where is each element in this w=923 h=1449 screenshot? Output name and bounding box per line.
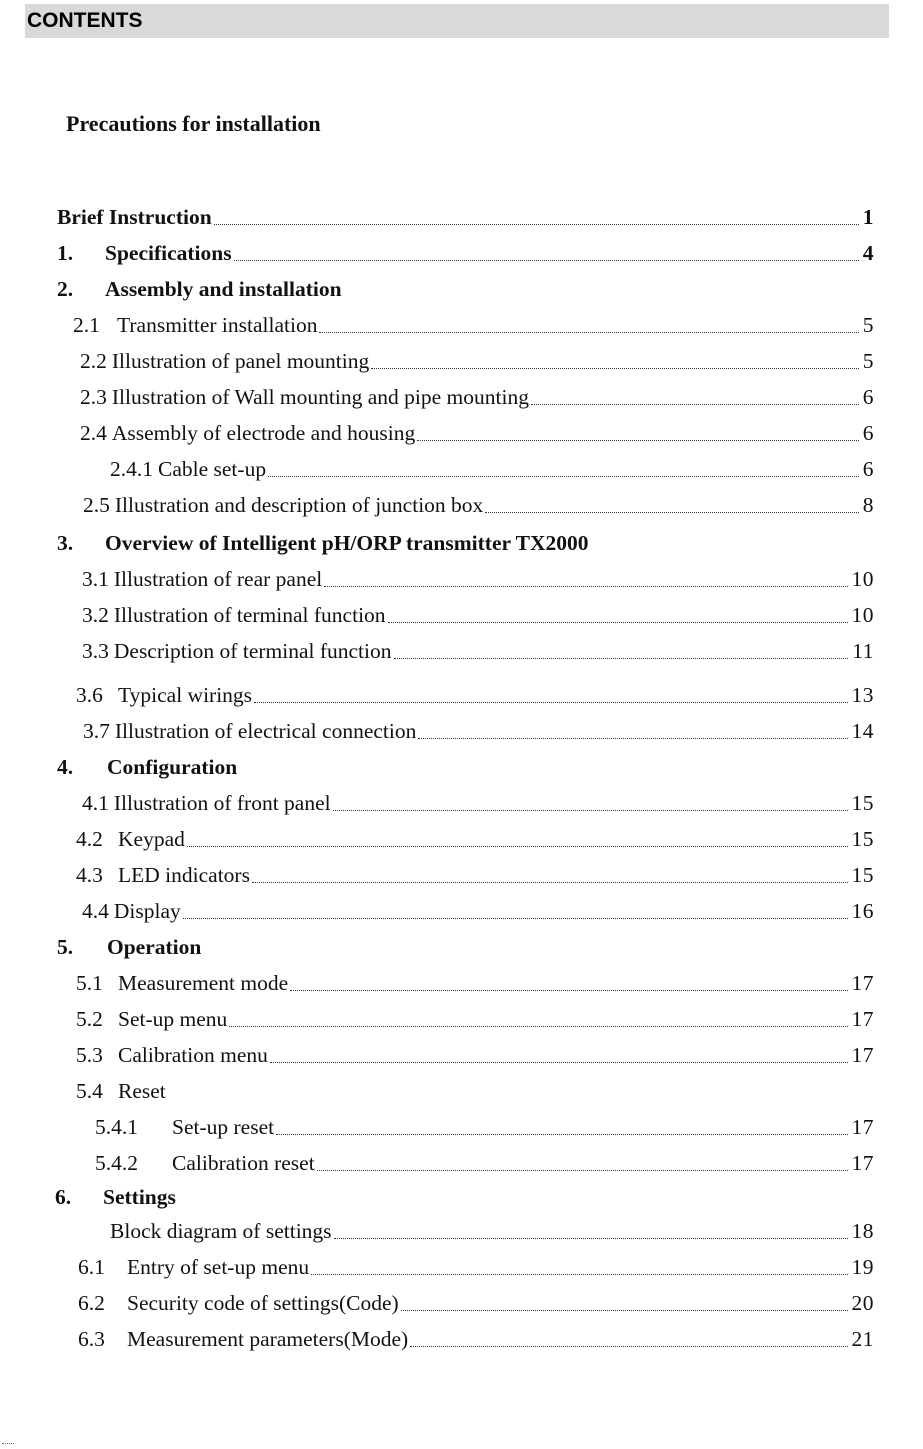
toc-entry-number: 2.4.1 [110,457,153,481]
toc-entry-page: 20 [851,1291,874,1315]
toc-entry [55,1180,874,1210]
dot-leader [410,1346,847,1347]
toc-entry-page: 21 [851,1327,874,1351]
toc-entry-page: 19 [851,1255,874,1279]
toc-entry-number: 5.4 [76,1079,103,1103]
toc-entry-label: Security code of settings(Code) [127,1291,399,1315]
dot-leader [234,260,859,261]
toc-entry-page: 6 [862,457,874,481]
toc-entry [78,1250,874,1280]
dot-leader [319,332,858,333]
dot-leader [371,368,859,369]
toc-entry-label: Illustration of Wall mounting and pipe mounting [111,385,529,409]
toc-entry [82,894,874,924]
toc-entry-label: Operation [107,935,202,959]
toc-entry [82,598,874,628]
dot-leader [333,810,848,811]
toc-entry-page: 17 [851,1043,874,1067]
toc-entry [95,1146,874,1176]
dot-leader [401,1310,848,1311]
toc-entry-label: Block diagram of settings [110,1219,332,1243]
toc-entry-label: Measurement parameters(Mode) [127,1327,409,1351]
dot-leader [531,404,859,405]
toc-entry-label: Illustration of rear panel [113,567,323,591]
toc-entry-label: Reset [118,1079,166,1103]
dot-leader [276,1134,847,1135]
toc-entry-number: 2.1 [73,313,100,337]
toc-entry-label: Description of terminal function [113,639,392,663]
toc-entry [76,822,874,852]
toc-entry [110,452,874,482]
toc-entry-page: 14 [851,719,874,743]
toc-entry-number: 3.2 [82,603,109,627]
toc-entry-label: Transmitter installation [117,313,318,337]
toc-entry-label: Cable set-up [158,457,267,481]
toc-entry-page: 18 [851,1219,874,1243]
toc-entry-label: Illustration of front panel [113,791,331,815]
toc-entry-label: Set-up menu [118,1007,228,1031]
dot-leader [187,846,848,847]
dot-leader [485,512,858,513]
toc-entry-number: 2.5 [83,493,110,517]
dot-leader [324,586,847,587]
toc-entry-page: 1 [862,205,874,229]
toc-entry-number: 4.4 [82,899,109,923]
toc-entry-page: 17 [851,971,874,995]
toc-entry-label: Illustration of terminal function [113,603,386,627]
toc-entry-label: Brief Instruction [57,205,212,229]
dot-leader [270,1062,848,1063]
toc-entry [76,966,874,996]
toc-entry-label: Calibration menu [118,1043,268,1067]
toc-entry-number: 2.3 [80,385,107,409]
toc-entry-page: 17 [851,1115,874,1139]
toc-entry-page: 11 [852,639,874,663]
toc-entry-number: 5.4.2 [95,1151,138,1175]
toc-entry-page: 6 [862,421,874,445]
toc-entry-number: 2.2 [80,349,107,373]
toc-entry-number: 3.6 [76,683,103,707]
toc-entry [73,308,874,338]
toc-entry [76,1002,874,1032]
toc-entry-number: 4. [57,755,74,779]
toc-entry-number: 4.3 [76,863,103,887]
toc-entry-page: 10 [851,567,874,591]
dot-leader [183,918,848,919]
toc-entry-number: 5.2 [76,1007,103,1031]
toc-entry-label: Specifications [105,241,232,265]
toc-entry-number: 6.1 [78,1255,105,1279]
toc-entry-number: 2. [57,277,74,301]
dot-leader [417,440,859,441]
toc-entry-label: Measurement mode [118,971,289,995]
toc-entry [76,1074,874,1104]
toc-entry-page: 13 [851,683,874,707]
toc-entry-number: 6. [55,1185,72,1209]
toc-entry [82,634,874,664]
toc-entry [57,526,874,556]
toc-entry-label: Overview of Intelligent pH/ORP transmitter TX2000 [105,531,589,555]
toc-entry-page: 15 [851,791,874,815]
toc-entry [57,200,874,230]
toc-entry-label: Illustration of electrical connection [114,719,417,743]
dot-leader [254,702,847,703]
toc-entry-number: 3.1 [82,567,109,591]
toc-entry-label: Settings [103,1185,176,1209]
toc-entry-number: 3. [57,531,74,555]
toc-entry [76,858,874,888]
toc-entry-label: Assembly and installation [105,277,342,301]
dot-leader [394,658,849,659]
dot-leader [229,1026,847,1027]
toc-entry [57,750,874,780]
toc-entry-label: Configuration [107,755,238,779]
toc-entry [80,344,874,374]
toc-entry-page: 5 [862,349,874,373]
toc-entry [57,272,874,302]
toc-entry-number: 6.3 [78,1327,105,1351]
toc-entry-label: Illustration and description of junction box [114,493,484,517]
toc-entry [76,678,874,708]
dot-leader [418,738,847,739]
dot-leader [290,990,847,991]
toc-entry [110,1214,874,1244]
toc-entry-number: 2.4 [80,421,107,445]
toc-entry-label: LED indicators [118,863,250,887]
precautions-heading: Precautions for installation [66,111,321,136]
toc-entry-number: 3.3 [82,639,109,663]
dot-leader [311,1274,847,1275]
toc-entry-number: 5. [57,935,74,959]
toc-entry-label: Assembly of electrode and housing [111,421,416,445]
toc-entry-page: 4 [862,241,874,265]
toc-entry-page: 15 [851,827,874,851]
toc-entry-page: 17 [851,1151,874,1175]
toc-entry-page: 17 [851,1007,874,1031]
toc-entry-label: Display [113,899,181,923]
toc-entry [57,930,874,960]
toc-entry-page: 5 [862,313,874,337]
toc-entry [82,786,874,816]
toc-entry-number: 4.2 [76,827,103,851]
dot-leader [388,622,848,623]
toc-entry-page: 15 [851,863,874,887]
toc-entry [78,1322,874,1352]
toc-entry-number: 1. [57,241,74,265]
dot-leader [334,1238,848,1239]
toc-entry-number: 5.3 [76,1043,103,1067]
toc-entry [78,1286,874,1316]
corner-mark [2,1443,14,1444]
toc-entry [83,714,874,744]
toc-entry [80,416,874,446]
toc-entry [80,380,874,410]
toc-entry-label: Calibration reset [172,1151,315,1175]
toc-entry-number: 6.2 [78,1291,105,1315]
dot-leader [214,224,859,225]
dot-leader [268,476,859,477]
toc-entry [95,1110,874,1140]
toc-entry-number: 4.1 [82,791,109,815]
toc-entry-label: Illustration of panel mounting [111,349,370,373]
toc-entry-page: 6 [862,385,874,409]
toc-entry [76,1038,874,1068]
toc-entry-page: 10 [851,603,874,627]
contents-title: CONTENTS [27,9,143,32]
dot-leader [317,1170,848,1171]
toc-entry-label: Set-up reset [172,1115,275,1139]
toc-entry-page: 8 [862,493,874,517]
toc-entry-number: 5.4.1 [95,1115,138,1139]
toc-entry-label: Entry of set-up menu [127,1255,310,1279]
toc-entry-page: 16 [851,899,874,923]
toc-entry-label: Keypad [118,827,185,851]
toc-entry [57,236,874,266]
dot-leader [252,882,848,883]
toc-entry [82,562,874,592]
toc-entry [83,488,874,518]
toc-entry-number: 5.1 [76,971,103,995]
toc-entry-label: Typical wirings [118,683,253,707]
toc-entry-number: 3.7 [83,719,110,743]
